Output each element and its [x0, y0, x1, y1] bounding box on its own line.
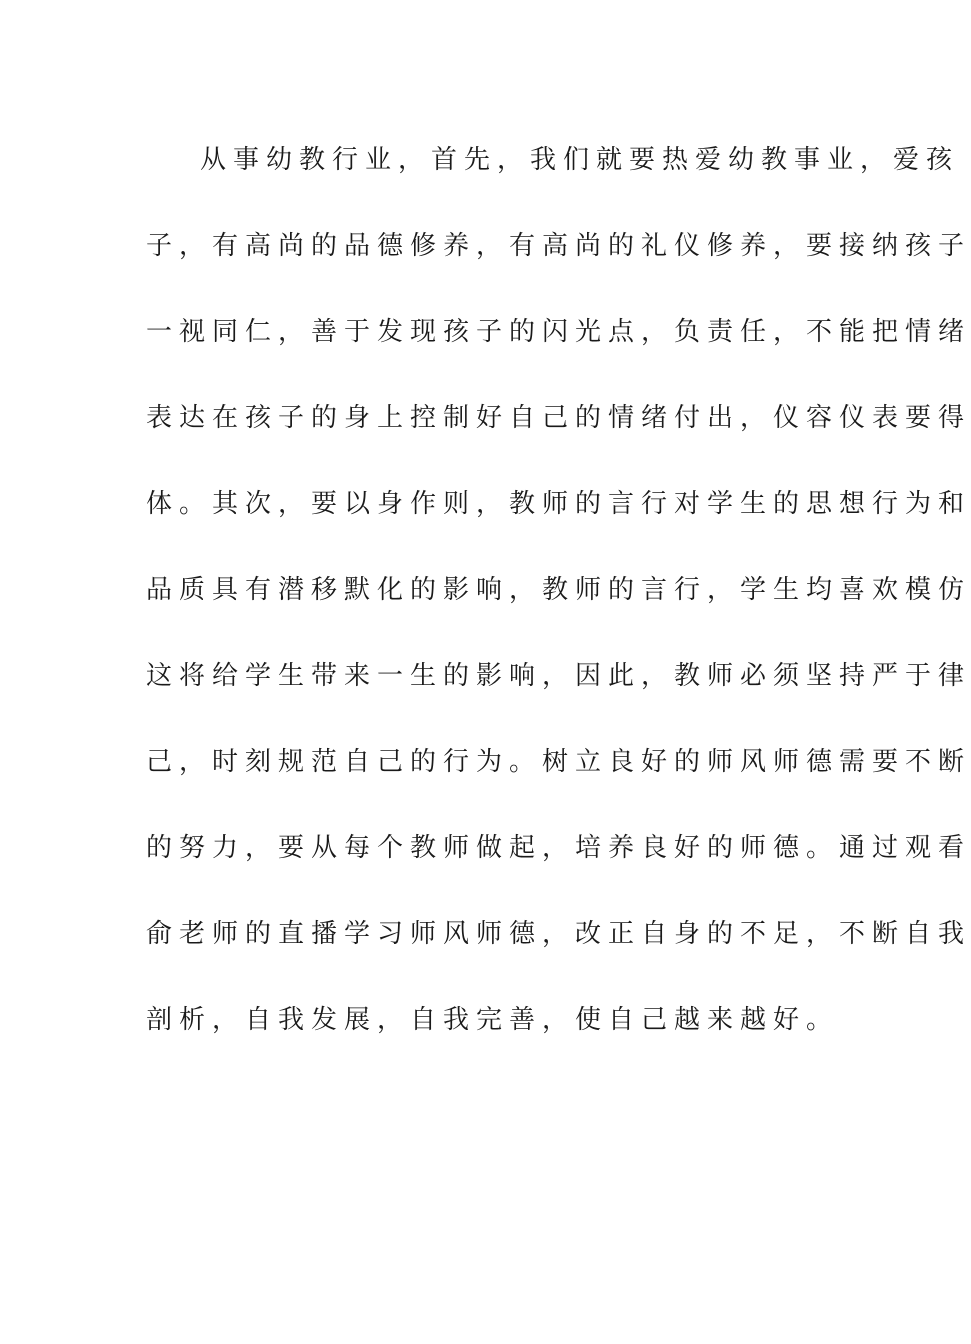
body-paragraph	[146, 133, 971, 1079]
paragraph-line: 表达在孩子的身上控制好自己的情绪付出，仪容仪表要得	[146, 403, 971, 433]
paragraph-line: 子，有高尚的品德修养，有高尚的礼仪修养，要接纳孩子	[146, 231, 971, 261]
paragraph-line: 一视同仁，善于发现孩子的闪光点，负责任，不能把情绪	[146, 317, 971, 347]
paragraph-line: 这将给学生带来一生的影响，因此，教师必须坚持严于律	[146, 661, 971, 691]
paragraph-line: 从事幼教行业，首先，我们就要热爱幼教事业，爱孩	[200, 145, 960, 175]
paragraph-line: 俞老师的直播学习师风师德，改正自身的不足，不断自我	[146, 919, 971, 949]
paragraph-line: 剖析，自我发展，自我完善，使自己越来越好。	[146, 1005, 840, 1035]
paragraph-line: 体。其次，要以身作则，教师的言行对学生的思想行为和	[146, 489, 971, 519]
paragraph-line: 己，时刻规范自己的行为。树立良好的师风师德需要不断	[146, 747, 971, 777]
paragraph-line: 的努力，要从每个教师做起，培养良好的师德。通过观看	[146, 833, 971, 863]
paragraph-line: 品质具有潜移默化的影响，教师的言行，学生均喜欢模仿	[146, 575, 971, 605]
